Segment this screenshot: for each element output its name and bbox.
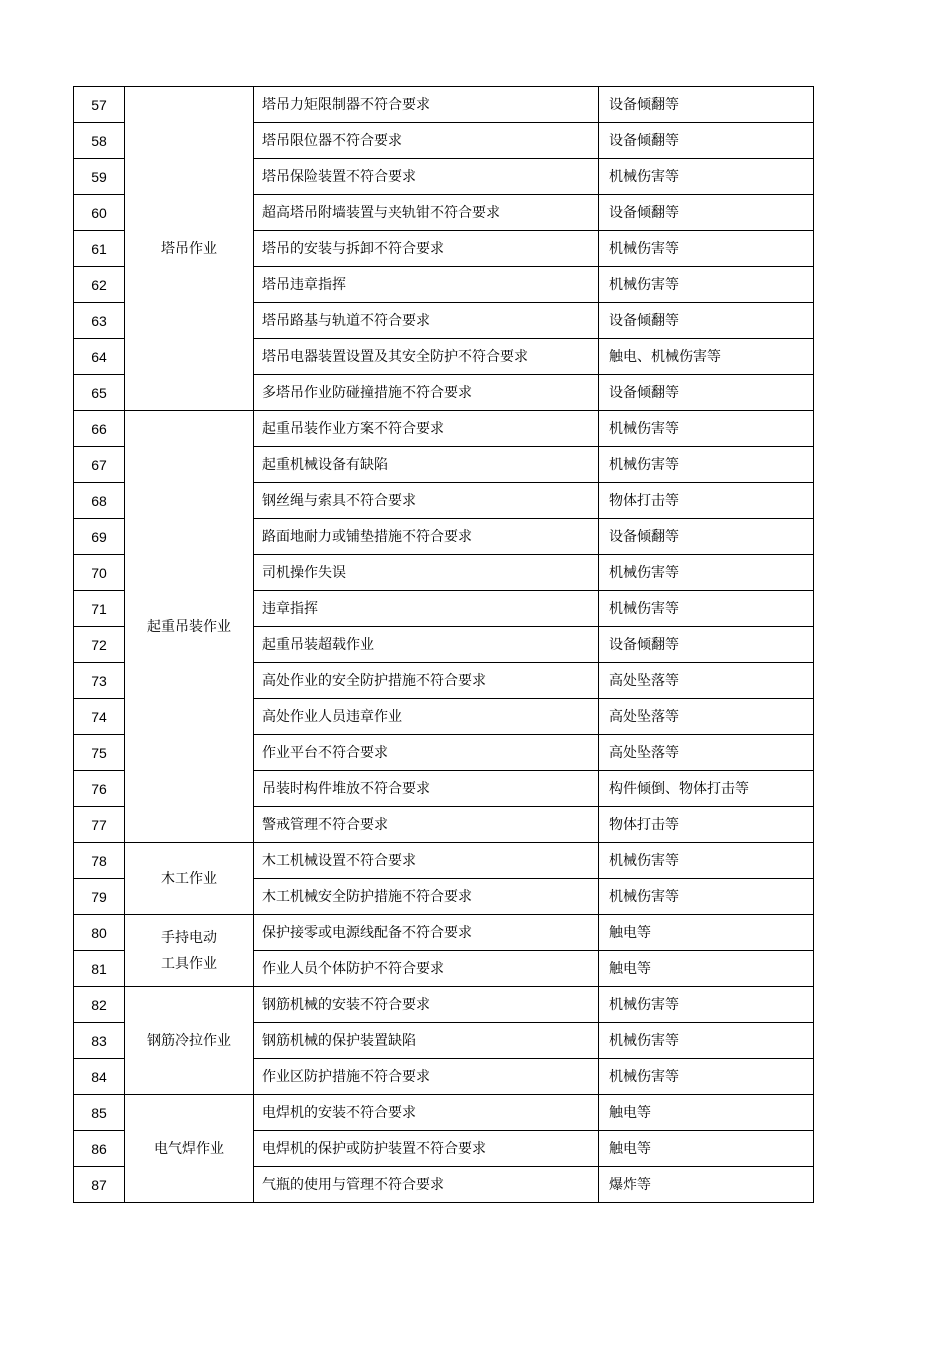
- hazard-description: 塔吊违章指挥: [254, 267, 599, 303]
- accident-type: 设备倾翻等: [599, 303, 814, 339]
- work-type-label: 起重吊装作业: [147, 618, 231, 635]
- row-number: 76: [74, 771, 125, 807]
- hazard-description: 塔吊的安装与拆卸不符合要求: [254, 231, 599, 267]
- table-row: [74, 411, 814, 447]
- table-row: [74, 987, 814, 1023]
- hazard-description: 电焊机的安装不符合要求: [254, 1095, 599, 1131]
- hazard-description: 木工机械安全防护措施不符合要求: [254, 879, 599, 915]
- accident-type: 机械伤害等: [599, 1023, 814, 1059]
- accident-type: 机械伤害等: [599, 159, 814, 195]
- hazard-description: 塔吊电器装置设置及其安全防护不符合要求: [254, 339, 599, 375]
- accident-type: 高处坠落等: [599, 699, 814, 735]
- hazard-description: 多塔吊作业防碰撞措施不符合要求: [254, 375, 599, 411]
- hazard-description: 钢筋机械的安装不符合要求: [254, 987, 599, 1023]
- hazard-description: 警戒管理不符合要求: [254, 807, 599, 843]
- hazard-description: 电焊机的保护或防护装置不符合要求: [254, 1131, 599, 1167]
- accident-type: 设备倾翻等: [599, 519, 814, 555]
- hazard-table: [73, 86, 814, 1203]
- row-number: 71: [74, 591, 125, 627]
- accident-type: 构件倾倒、物体打击等: [599, 771, 814, 807]
- accident-type: 触电等: [599, 1131, 814, 1167]
- row-number: 66: [74, 411, 125, 447]
- accident-type: 机械伤害等: [599, 231, 814, 267]
- accident-type: 设备倾翻等: [599, 627, 814, 663]
- row-number: 79: [74, 879, 125, 915]
- row-number: 86: [74, 1131, 125, 1167]
- accident-type: 机械伤害等: [599, 447, 814, 483]
- row-number: 78: [74, 843, 125, 879]
- table-row: [74, 915, 814, 951]
- accident-type: 高处坠落等: [599, 663, 814, 699]
- row-number: 62: [74, 267, 125, 303]
- accident-type: 设备倾翻等: [599, 195, 814, 231]
- work-type-cell: [125, 411, 254, 843]
- row-number: 67: [74, 447, 125, 483]
- accident-type: 机械伤害等: [599, 987, 814, 1023]
- row-number: 75: [74, 735, 125, 771]
- work-type-cell: [125, 87, 254, 411]
- row-number: 72: [74, 627, 125, 663]
- accident-type: 触电等: [599, 951, 814, 987]
- hazard-description: 塔吊限位器不符合要求: [254, 123, 599, 159]
- row-number: 83: [74, 1023, 125, 1059]
- row-number: 85: [74, 1095, 125, 1131]
- accident-type: 触电、机械伤害等: [599, 339, 814, 375]
- row-number: 59: [74, 159, 125, 195]
- hazard-description: 作业区防护措施不符合要求: [254, 1059, 599, 1095]
- hazard-description: 司机操作失误: [254, 555, 599, 591]
- hazard-description: 木工机械设置不符合要求: [254, 843, 599, 879]
- hazard-description: 钢丝绳与索具不符合要求: [254, 483, 599, 519]
- accident-type: 设备倾翻等: [599, 123, 814, 159]
- hazard-description: 气瓶的使用与管理不符合要求: [254, 1167, 599, 1203]
- accident-type: 机械伤害等: [599, 591, 814, 627]
- row-number: 77: [74, 807, 125, 843]
- table-row: [74, 1095, 814, 1131]
- table-row: [74, 87, 814, 123]
- hazard-description: 钢筋机械的保护装置缺陷: [254, 1023, 599, 1059]
- accident-type: 机械伤害等: [599, 843, 814, 879]
- hazard-description: 保护接零或电源线配备不符合要求: [254, 915, 599, 951]
- row-number: 80: [74, 915, 125, 951]
- hazard-table-body: [74, 87, 814, 1203]
- accident-type: 物体打击等: [599, 807, 814, 843]
- work-type-label: 钢筋冷拉作业: [147, 1032, 231, 1049]
- hazard-description: 作业人员个体防护不符合要求: [254, 951, 599, 987]
- row-number: 87: [74, 1167, 125, 1203]
- row-number: 82: [74, 987, 125, 1023]
- accident-type: 触电等: [599, 915, 814, 951]
- row-number: 60: [74, 195, 125, 231]
- row-number: 64: [74, 339, 125, 375]
- row-number: 63: [74, 303, 125, 339]
- hazard-description: 起重吊装作业方案不符合要求: [254, 411, 599, 447]
- hazard-description: 起重吊装超载作业: [254, 627, 599, 663]
- work-type-cell: [125, 915, 254, 987]
- accident-type: 机械伤害等: [599, 1059, 814, 1095]
- accident-type: 爆炸等: [599, 1167, 814, 1203]
- work-type-cell: [125, 987, 254, 1095]
- work-type-cell: [125, 843, 254, 915]
- hazard-description: 起重机械设备有缺陷: [254, 447, 599, 483]
- work-type-label: 电气焊作业: [154, 1140, 224, 1157]
- work-type-label: 塔吊作业: [161, 240, 217, 257]
- row-number: 65: [74, 375, 125, 411]
- hazard-description: 塔吊力矩限制器不符合要求: [254, 87, 599, 123]
- work-type-cell: [125, 1095, 254, 1203]
- hazard-description: 违章指挥: [254, 591, 599, 627]
- work-type-label: 手持电动: [161, 929, 217, 946]
- hazard-description: 路面地耐力或铺垫措施不符合要求: [254, 519, 599, 555]
- hazard-description: 高处作业人员违章作业: [254, 699, 599, 735]
- hazard-description: 作业平台不符合要求: [254, 735, 599, 771]
- accident-type: 机械伤害等: [599, 879, 814, 915]
- row-number: 81: [74, 951, 125, 987]
- hazard-description: 塔吊保险装置不符合要求: [254, 159, 599, 195]
- hazard-description: 塔吊路基与轨道不符合要求: [254, 303, 599, 339]
- row-number: 68: [74, 483, 125, 519]
- accident-type: 设备倾翻等: [599, 375, 814, 411]
- table-row: [74, 843, 814, 879]
- hazard-description: 吊装时构件堆放不符合要求: [254, 771, 599, 807]
- row-number: 70: [74, 555, 125, 591]
- row-number: 73: [74, 663, 125, 699]
- accident-type: 高处坠落等: [599, 735, 814, 771]
- hazard-description: 高处作业的安全防护措施不符合要求: [254, 663, 599, 699]
- row-number: 74: [74, 699, 125, 735]
- accident-type: 物体打击等: [599, 483, 814, 519]
- accident-type: 设备倾翻等: [599, 87, 814, 123]
- accident-type: 机械伤害等: [599, 555, 814, 591]
- accident-type: 机械伤害等: [599, 411, 814, 447]
- accident-type: 触电等: [599, 1095, 814, 1131]
- row-number: 84: [74, 1059, 125, 1095]
- accident-type: 机械伤害等: [599, 267, 814, 303]
- work-type-label: 木工作业: [161, 870, 217, 887]
- row-number: 57: [74, 87, 125, 123]
- hazard-description: 超高塔吊附墙装置与夹轨钳不符合要求: [254, 195, 599, 231]
- row-number: 69: [74, 519, 125, 555]
- row-number: 58: [74, 123, 125, 159]
- work-type-label: 工具作业: [161, 955, 217, 972]
- row-number: 61: [74, 231, 125, 267]
